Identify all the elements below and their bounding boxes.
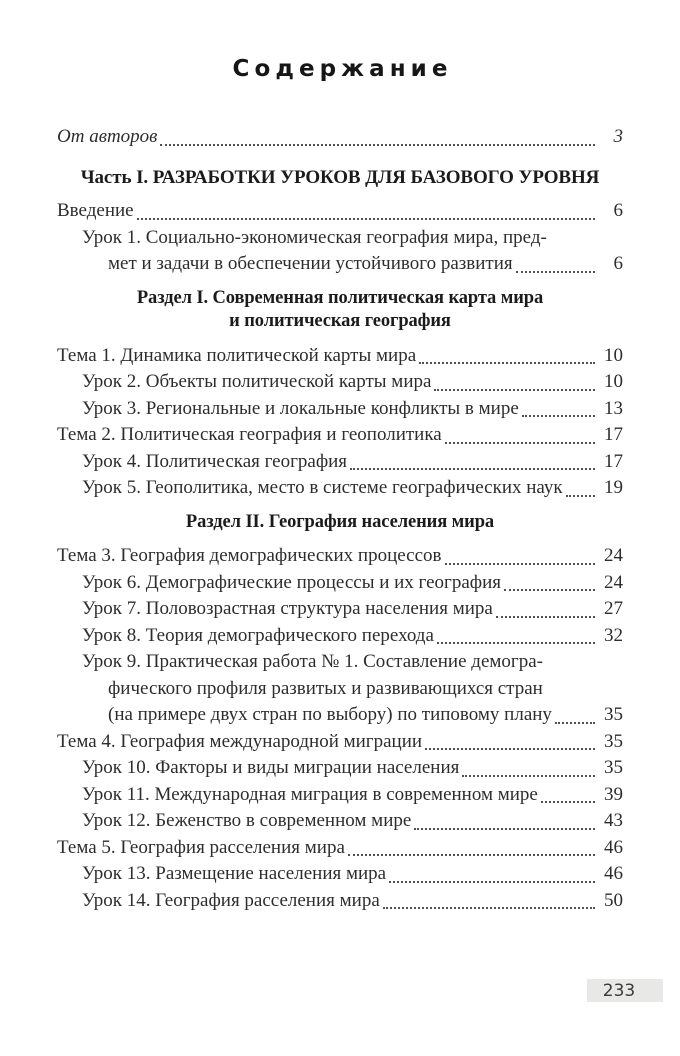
toc-entry-label: Тема 1. Динамика политической карты мира <box>57 344 417 366</box>
toc-entry-row <box>82 623 623 650</box>
toc-entry <box>57 835 623 862</box>
toc-entry-row <box>82 570 623 597</box>
dot-leader <box>462 755 595 782</box>
toc-entry-row <box>82 755 623 782</box>
dot-leader <box>496 596 595 623</box>
toc-entry-line: фического профиля развитых и развивающихся стран <box>108 677 543 699</box>
dot-leader <box>160 124 595 151</box>
toc-entry-row <box>82 369 623 396</box>
toc-entry-label: Урок 12. Беженство в современном мире <box>82 810 412 831</box>
toc-entry-row <box>57 198 623 225</box>
toc-entry <box>57 861 623 888</box>
toc-entry-label: Урок 3. Региональные и локальные конфликты в мире <box>82 397 519 419</box>
toc-entry <box>57 596 623 623</box>
toc-entry-label: Тема 4. География международной миграции <box>57 730 423 752</box>
dot-leader <box>555 702 595 729</box>
toc-entry-page-number: 24 <box>604 545 623 566</box>
toc-entry-label: Урок 2. Объекты политической карты мира <box>82 371 432 392</box>
toc-heading-line: Часть I. РАЗРАБОТКИ УРОКОВ ДЛЯ БАЗОВОГО УРОВНЯ <box>80 166 600 188</box>
toc-entry-page-number: 50 <box>604 889 623 911</box>
toc-entry-page-number: 3 <box>613 126 623 147</box>
toc-entry-page-number: 35 <box>604 730 623 752</box>
toc-entry-page-number: 35 <box>604 704 623 725</box>
toc-entry-row <box>82 596 623 623</box>
toc-entry-page-number: 46 <box>604 863 623 884</box>
toc-entry <box>57 343 623 370</box>
dot-leader <box>437 623 595 650</box>
page-number-badge <box>587 979 663 1002</box>
toc-entry-label: Урок 10. Факторы и виды миграции населения <box>82 757 460 778</box>
toc-entry <box>57 422 623 449</box>
toc-entry-row <box>82 702 623 729</box>
toc-entry-page-number: 43 <box>604 810 623 831</box>
toc-entry <box>57 623 623 650</box>
toc-entry-label: Урок 7. Половозрастная структура населения мира <box>82 598 493 619</box>
toc-entry <box>57 808 623 835</box>
toc-entry-label: От авторов <box>57 126 158 147</box>
toc-entry-row <box>82 782 623 809</box>
toc-entry-label: Тема 2. Политическая география и геополитика <box>57 424 442 445</box>
toc-entry-page-number: 17 <box>604 424 623 445</box>
toc-section-heading <box>57 511 623 535</box>
toc-entry-row <box>82 396 623 423</box>
dot-leader <box>419 343 595 370</box>
dot-leader <box>425 729 595 756</box>
dot-leader <box>516 251 595 278</box>
toc-entry <box>57 755 623 782</box>
toc-entry <box>57 649 623 729</box>
dot-leader <box>389 861 595 888</box>
toc-entry-row <box>57 124 623 151</box>
toc-heading-line: Раздел I. Современная политическая карта мира <box>136 287 544 308</box>
toc-entry-label: Урок 6. Демографические процессы и их география <box>82 571 501 593</box>
toc-entry-page-number: 27 <box>604 598 623 619</box>
toc-entry-label: Урок 14. География расселения мира <box>82 889 380 911</box>
toc-heading-line: Раздел II. География населения мира <box>185 511 495 532</box>
toc-section-heading <box>57 287 623 334</box>
toc-entry-row <box>57 422 623 449</box>
dot-leader <box>504 570 595 597</box>
toc-entry-row <box>82 475 623 502</box>
toc-entry-row <box>82 888 623 915</box>
toc-entry-label: мет и задачи в обеспечении устойчивого развития <box>108 253 513 274</box>
toc-entry-page-number: 19 <box>604 477 623 498</box>
toc-entry-row <box>82 449 623 476</box>
toc-entry-line: Урок 1. Социально-экономическая география мира, пред- <box>82 226 547 248</box>
toc-entry-page-number: 6 <box>613 253 623 274</box>
dot-leader <box>522 396 595 423</box>
toc-section-heading <box>57 166 623 190</box>
toc-entry-page-number: 10 <box>604 371 623 392</box>
dot-leader <box>434 369 595 396</box>
toc-entry-label: Урок 13. Размещение населения мира <box>82 863 387 884</box>
toc-entry-page-number: 35 <box>604 757 623 778</box>
toc-entry <box>57 543 623 570</box>
toc-entry <box>57 198 623 225</box>
dot-leader <box>445 543 595 570</box>
toc-entry-page-number: 39 <box>604 783 623 805</box>
book-page <box>0 56 680 1056</box>
toc-entry-page-number: 10 <box>604 344 623 366</box>
toc-entry-row <box>82 251 623 278</box>
dot-leader <box>137 198 595 225</box>
toc-entry-page-number: 46 <box>604 836 623 858</box>
dot-leader <box>350 449 595 476</box>
toc-entry-row <box>57 343 623 370</box>
toc-entry-label: Урок 11. Международная миграция в современном мире <box>82 783 538 805</box>
toc-entry-line: Урок 9. Практическая работа № 1. Составление демогра- <box>82 651 543 672</box>
toc-list <box>57 124 623 914</box>
toc-entry-label: (на примере двух стран по выбору) по типовому плану <box>108 704 552 725</box>
toc-entry-row <box>57 543 623 570</box>
toc-entry-label: Тема 3. География демографических процессов <box>57 545 442 566</box>
toc-entry-row <box>82 808 623 835</box>
toc-entry <box>57 570 623 597</box>
toc-entry-row <box>82 861 623 888</box>
dot-leader <box>566 475 595 502</box>
dot-leader <box>445 422 595 449</box>
toc-entry-page-number: 6 <box>613 200 623 221</box>
page-number: 233 <box>602 980 636 1001</box>
toc-entry <box>57 449 623 476</box>
dot-leader <box>414 808 595 835</box>
toc-entry <box>57 124 623 151</box>
toc-entry <box>57 729 623 756</box>
toc-entry-page-number: 17 <box>604 450 623 472</box>
toc-heading-line: и политическая география <box>229 311 451 331</box>
dot-leader <box>541 782 595 809</box>
toc-entry <box>57 369 623 396</box>
toc-entry-row <box>57 835 623 862</box>
toc-entry-label: Тема 5. География расселения мира <box>57 836 345 858</box>
page-title: Содержание <box>232 56 453 82</box>
toc-entry <box>57 888 623 915</box>
toc-entry <box>57 782 623 809</box>
toc-entry-label: Урок 4. Политическая география <box>82 450 348 472</box>
toc-entry-label: Урок 8. Теория демографического перехода <box>82 624 434 646</box>
dot-leader <box>348 835 595 862</box>
toc-entry-page-number: 32 <box>604 624 623 646</box>
toc-entry-label: Введение <box>57 200 134 221</box>
toc-entry <box>57 225 623 278</box>
toc-entry-row <box>57 729 623 756</box>
toc-entry-page-number: 24 <box>604 571 623 593</box>
dot-leader <box>383 888 595 915</box>
toc-entry <box>57 475 623 502</box>
toc-entry <box>57 396 623 423</box>
toc-entry-page-number: 13 <box>604 397 623 419</box>
toc-entry-label: Урок 5. Геополитика, место в системе географических наук <box>82 477 563 498</box>
